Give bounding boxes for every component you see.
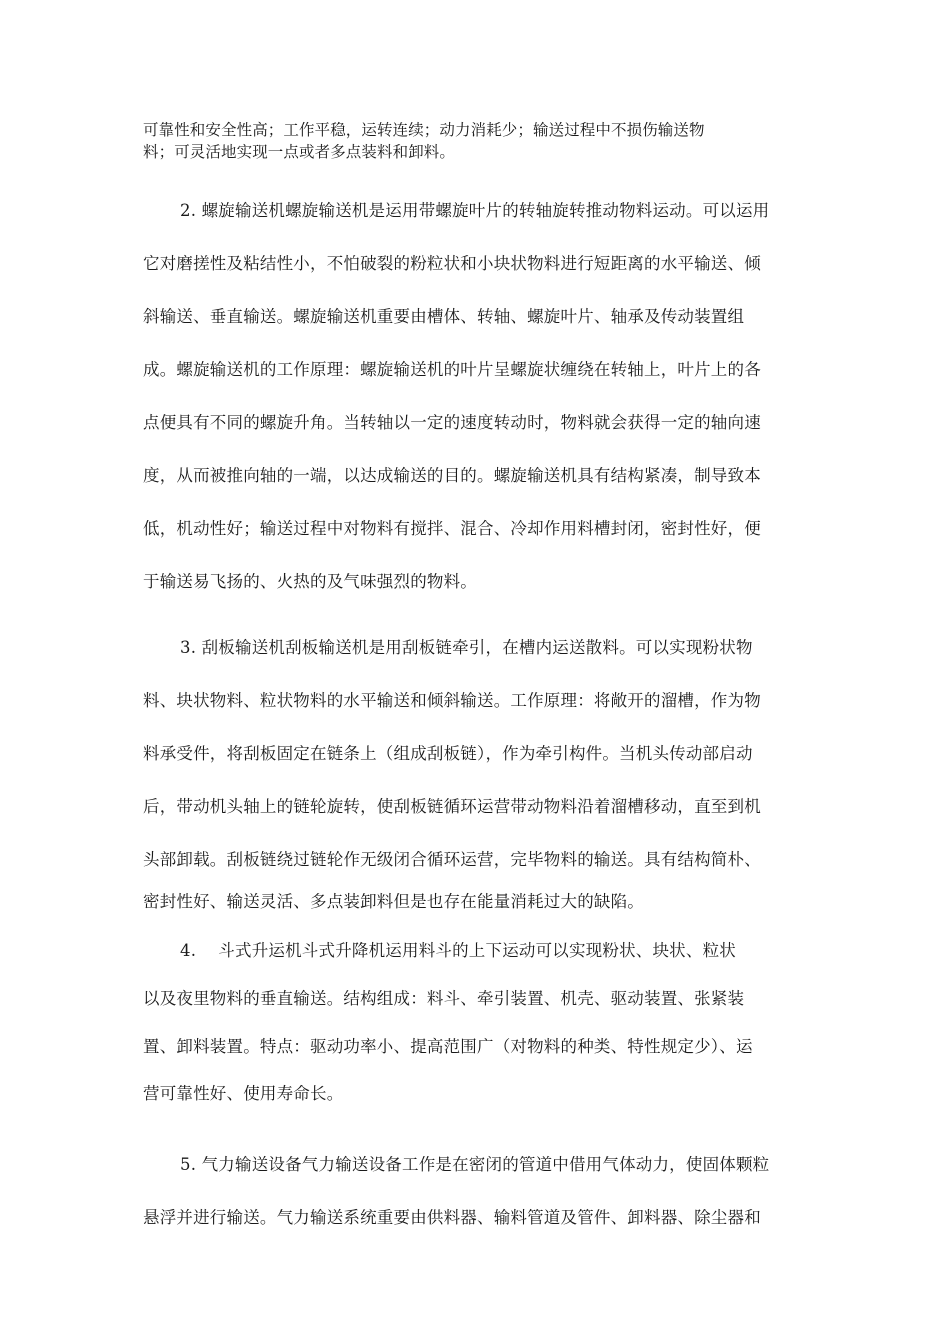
text-line: 料；可灵活地实现一点或者多点装料和卸料。 bbox=[143, 143, 456, 161]
text-line: 头部卸载。刮板链绕过链轮作无级闭合循环运营，完毕物料的输送。具有结构简朴、 bbox=[143, 850, 761, 869]
text-line: 度，从而被推向轴的一端，以达成输送的目的。螺旋输送机具有结构紧凑，制导致本 bbox=[143, 466, 761, 485]
text-line: 4. 斗式升运机斗式升降机运用料斗的上下运动可以实现粉状、块状、粒状 bbox=[180, 941, 736, 960]
text-line: 2. 螺旋输送机螺旋输送机是运用带螺旋叶片的转轴旋转推动物料运动。可以运用 bbox=[180, 201, 770, 220]
text-line: 置、卸料装置。特点：驱动功率小、提高范围广（对物料的种类、特性规定少）、运 bbox=[143, 1037, 753, 1056]
text-line: 可靠性和安全性高；工作平稳，运转连续；动力消耗少；输送过程中不损伤输送物 bbox=[143, 121, 705, 139]
text-line: 料承受件，将刮板固定在链条上（组成刮板链），作为牵引构件。当机头传动部启动 bbox=[143, 744, 753, 763]
text-line: 密封性好、输送灵活、多点装卸料但是也存在能量消耗过大的缺陷。 bbox=[143, 892, 644, 911]
text-line: 成。螺旋输送机的工作原理：螺旋输送机的叶片呈螺旋状缠绕在转轴上，叶片上的各 bbox=[143, 360, 761, 379]
text-line: 低，机动性好；输送过程中对物料有搅拌、混合、冷却作用料槽封闭，密封性好，便 bbox=[143, 519, 761, 538]
text-line: 它对磨搓性及粘结性小，不怕破裂的粉粒状和小块状物料进行短距离的水平输送、倾 bbox=[143, 254, 761, 273]
text-line: 点便具有不同的螺旋升角。当转轴以一定的速度转动时，物料就会获得一定的轴向速 bbox=[143, 413, 761, 432]
text-line: 斜输送、垂直输送。螺旋输送机重要由槽体、转轴、螺旋叶片、轴承及传动装置组 bbox=[143, 307, 745, 326]
text-line: 营可靠性好、使用寿命长。 bbox=[143, 1084, 344, 1103]
text-line: 5. 气力输送设备气力输送设备工作是在密闭的管道中借用气体动力，使固体颗粒 bbox=[180, 1155, 770, 1174]
text-line: 3. 刮板输送机刮板输送机是用刮板链牵引，在槽内运送散料。可以实现粉状物 bbox=[180, 638, 753, 657]
text-line: 料、块状物料、粒状物料的水平输送和倾斜输送。工作原理：将敞开的溜槽，作为物 bbox=[143, 691, 761, 710]
text-line: 悬浮并进行输送。气力输送系统重要由供料器、输料管道及管件、卸料器、除尘器和 bbox=[143, 1208, 761, 1227]
text-line: 于输送易飞扬的、火热的及气味强烈的物料。 bbox=[143, 572, 477, 591]
text-line: 后，带动机头轴上的链轮旋转，使刮板链循环运营带动物料沿着溜槽移动，直至到机 bbox=[143, 797, 761, 816]
text-line: 以及夜里物料的垂直输送。结构组成：料斗、牵引装置、机壳、驱动装置、张紧装 bbox=[143, 989, 745, 1008]
